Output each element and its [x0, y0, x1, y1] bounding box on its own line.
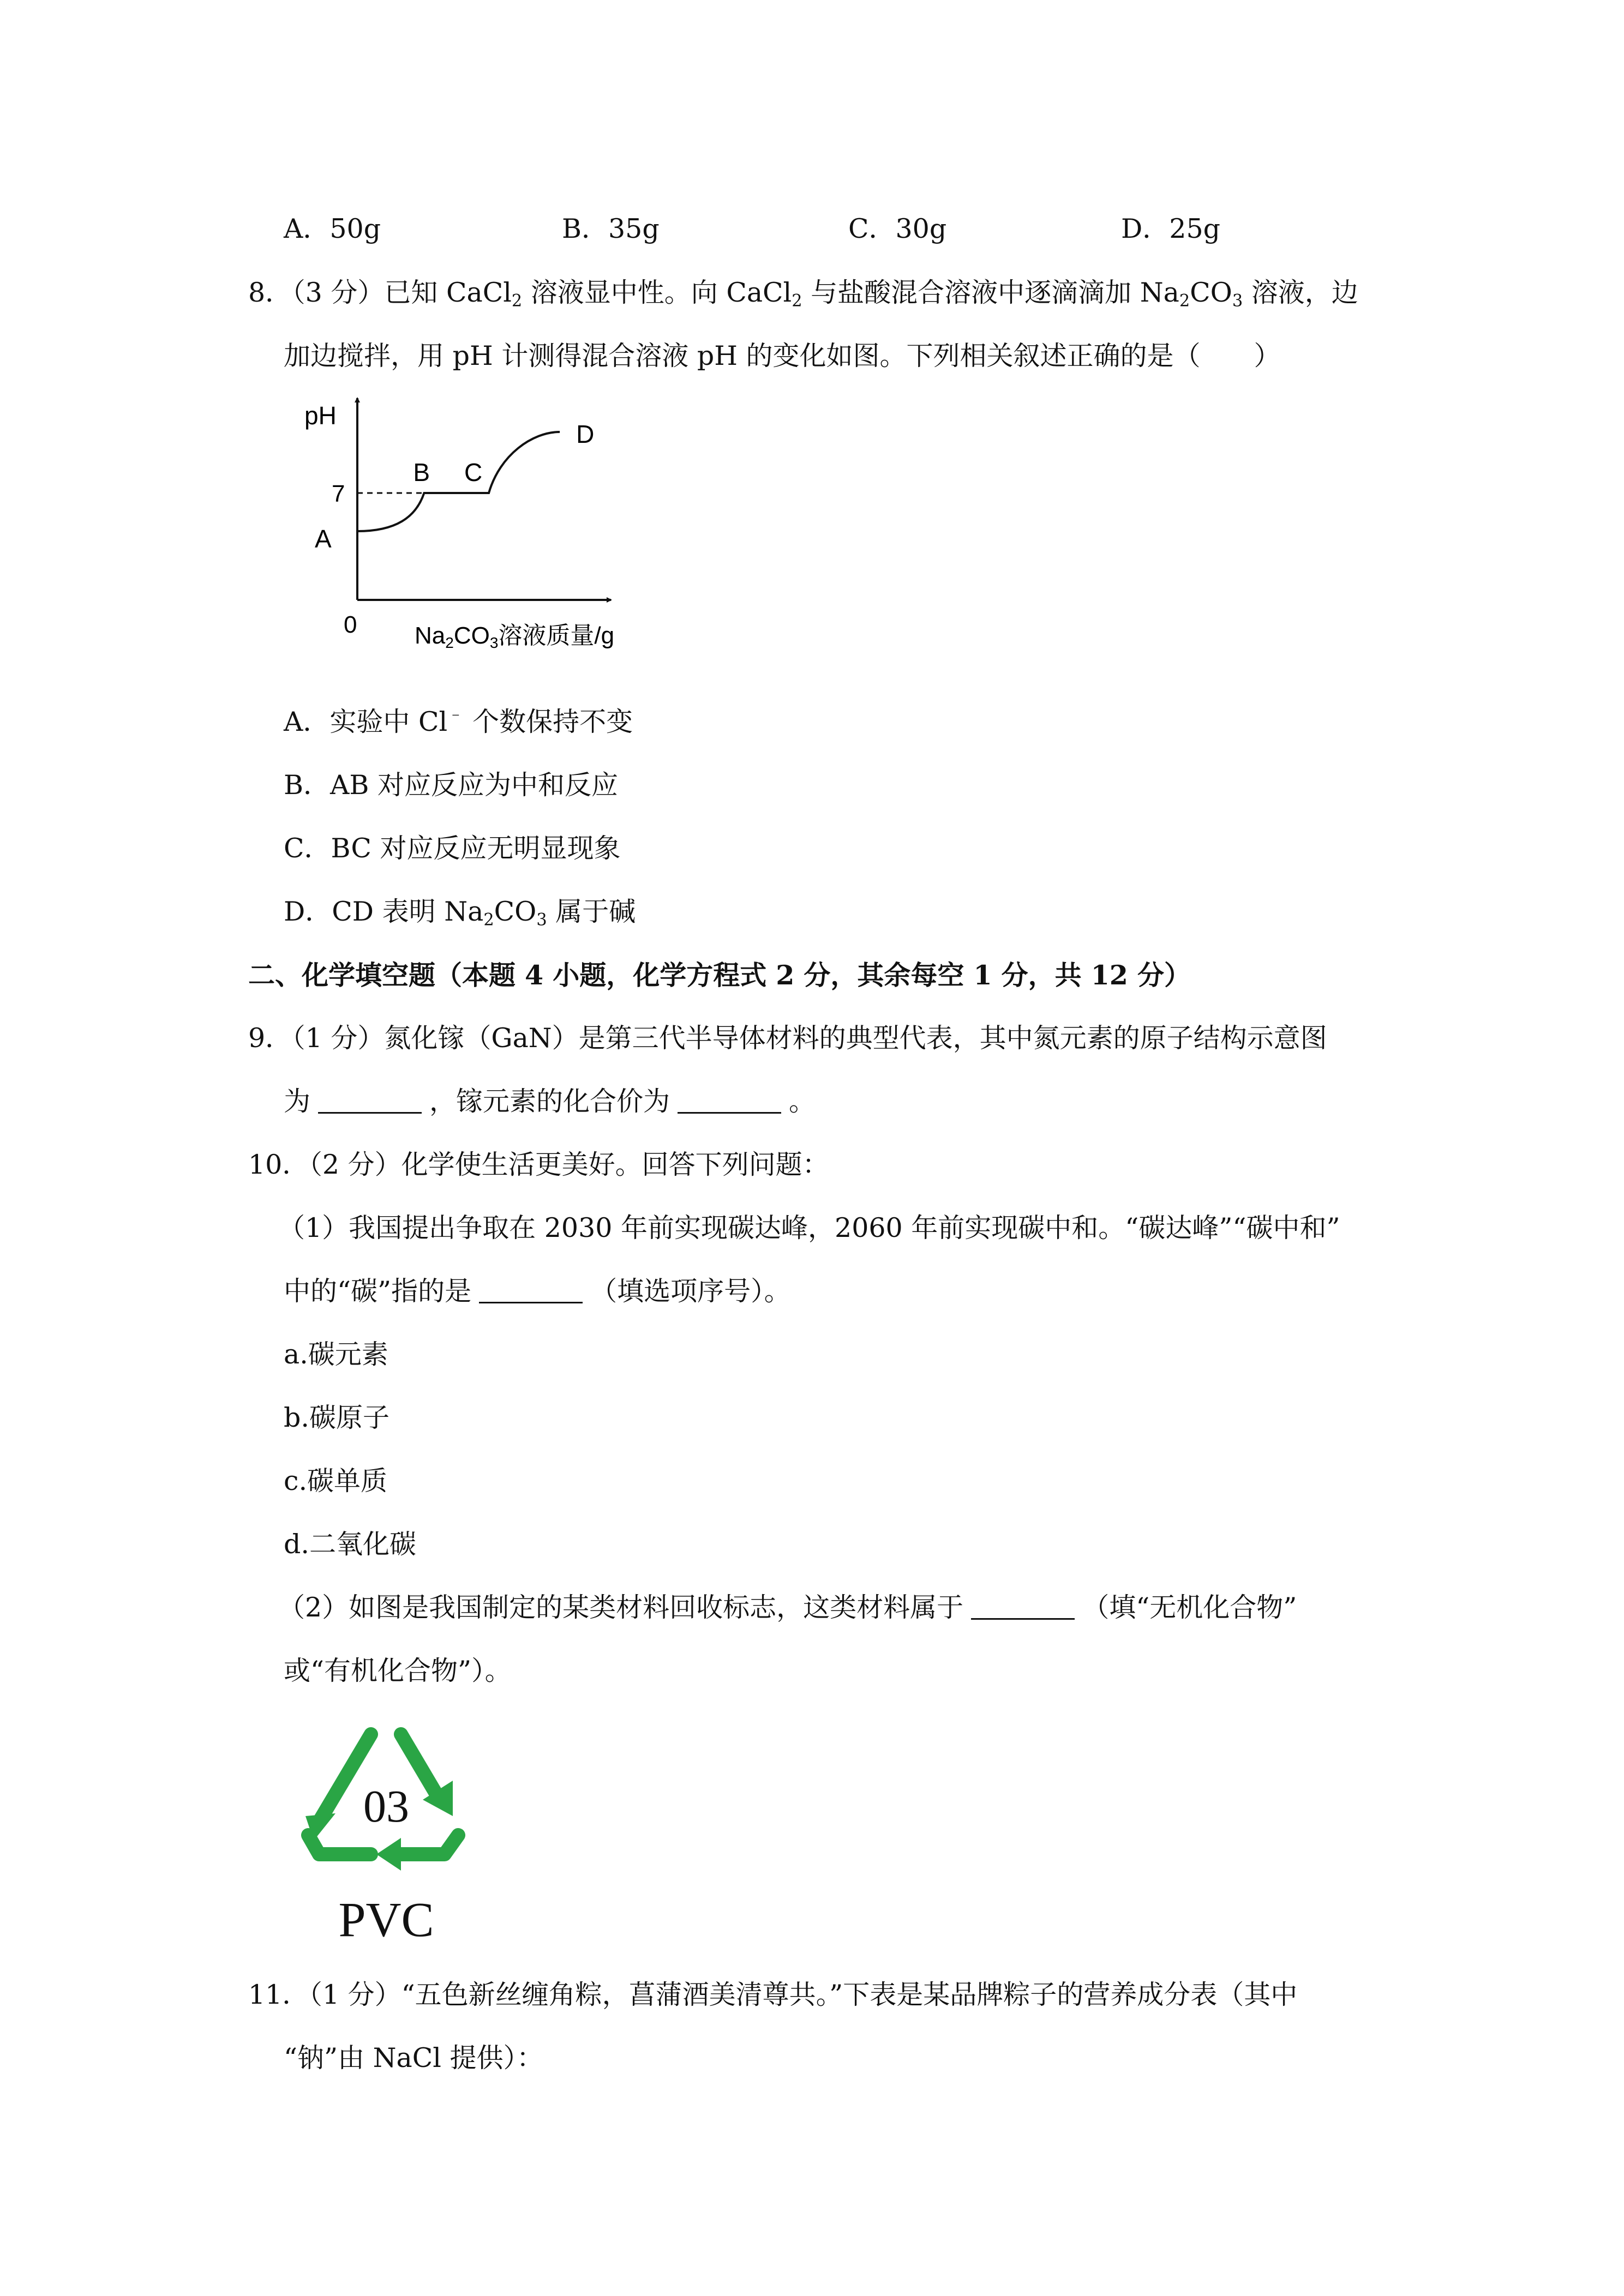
- q9-answer-blank-2: [678, 1087, 781, 1114]
- resin-code-number: 03: [363, 1781, 409, 1832]
- q9-stem-line2: 为 ，镓元素的化合价为 。: [284, 1086, 816, 1117]
- ph-curve-chart: [295, 393, 676, 676]
- q10-choice-d: d.二氧化碳: [284, 1529, 416, 1560]
- x-axis-label: Na2CO3溶液质量/g: [415, 622, 615, 651]
- q11-stem-line2: “钠”由 NaCl 提供）：: [284, 2042, 544, 2073]
- q10-choice-c: c.碳单质: [284, 1465, 388, 1496]
- q10-part1-line2: 中的“碳”指的是 （填选项序号）。: [284, 1276, 791, 1307]
- point-label-a: A: [315, 525, 332, 553]
- point-label-c: C: [464, 458, 483, 486]
- origin-label: 0: [344, 611, 357, 638]
- q7-option-d: D．25g: [1121, 213, 1221, 244]
- q7-option-c: C．30g: [848, 213, 947, 244]
- q7-option-a: A．50g: [284, 213, 381, 244]
- q10-part1-line1: （1）我国提出争取在 2030 年前实现碳达峰，2060 年前实现碳中和。“碳达峰”“碳中和”: [278, 1212, 1340, 1243]
- q8-option-d: D．CD 表明 $Na_2CO_3$ 属于碱: [284, 896, 636, 930]
- q8-stem-line2: 加边搅拌，用 pH 计测得混合溶液 pH 的变化如图。下列相关叙述正确的是（ ）: [284, 340, 1281, 371]
- point-label-d: D: [576, 420, 595, 448]
- q8-option-c: C．BC 对应反应无明显现象: [284, 833, 621, 864]
- q8-stem-line1: 8．（3 分）已知 CaCl$_2$ 溶液显中性。向 CaCl$_2$ 与盐酸混合溶液中逐滴滴加 $Na_2CO_3$ 溶液，边: [248, 277, 1358, 311]
- ph-curve: [357, 432, 560, 531]
- q10-choice-b: b.碳原子: [284, 1402, 389, 1433]
- q10-part2-line1: （2）如图是我国制定的某类材料回收标志，这类材料属于 （填“无机化合物”: [278, 1592, 1297, 1623]
- section-2-heading: 二、化学填空题（本题 4 小题，化学方程式 2 分，其余每空 1 分，共 12 分）: [248, 959, 1191, 991]
- pvc-recycling-logo: [289, 1718, 486, 1952]
- q10-answer-blank-1: [479, 1277, 583, 1303]
- q8-option-b: B．AB 对应反应为中和反应: [284, 770, 618, 801]
- q10-choice-a: a.碳元素: [284, 1339, 388, 1370]
- q10-answer-blank-2: [971, 1593, 1075, 1620]
- q10-part2-line2: 或“有机化合物”）。: [284, 1655, 512, 1686]
- y-tick-7: 7: [332, 480, 345, 507]
- point-label-b: B: [413, 458, 430, 486]
- q8-option-a: A．实验中 Cl﹣ 个数保持不变: [284, 704, 633, 737]
- q11-stem-line1: 11．（1 分）“五色新丝缠角粽，菖蒲酒美清尊共。”下表是某品牌粽子的营养成分表（其中: [248, 1979, 1298, 2010]
- q9-answer-blank-1: [318, 1087, 422, 1114]
- q10-stem: 10．（2 分）化学使生活更美好。回答下列问题：: [248, 1149, 829, 1180]
- q9-stem-line1: 9．（1 分）氮化镓（GaN）是第三代半导体材料的典型代表，其中氮元素的原子结构示意图: [248, 1023, 1327, 1054]
- q7-option-b: B．35g: [562, 213, 660, 244]
- y-axis-label: pH: [304, 401, 337, 430]
- resin-name: PVC: [338, 1893, 434, 1947]
